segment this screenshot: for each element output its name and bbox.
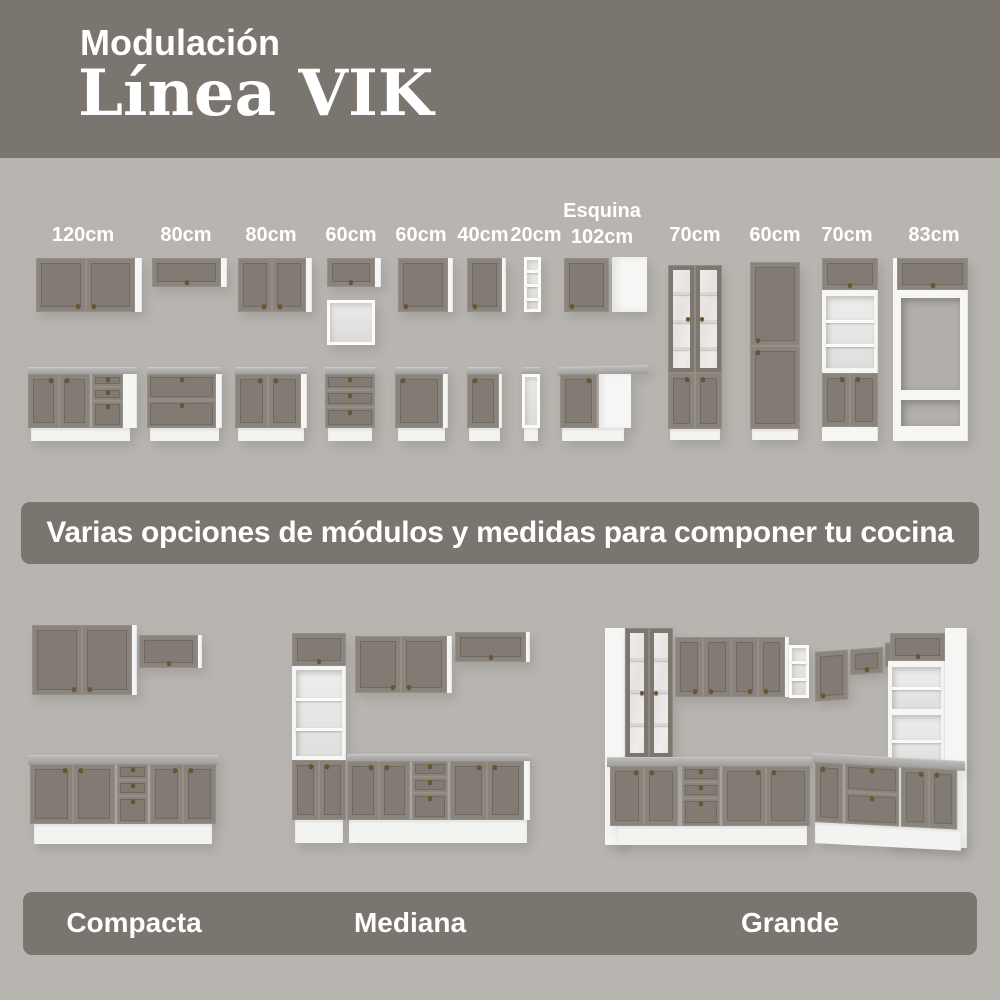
drawer-front [117, 764, 148, 780]
module-label-83cm: 83cm [908, 224, 960, 246]
module-label-20cm: 20cm [510, 224, 562, 246]
kitchen-name-compacta: Compacta [66, 907, 202, 938]
wall-cabinet [675, 637, 731, 697]
glass-door [668, 265, 695, 373]
base-cabinet-60cm [395, 367, 448, 441]
cabinet-door [28, 374, 59, 428]
cabinet-door [722, 766, 766, 826]
glass-door [649, 628, 673, 758]
module-label-60cm-a: 60cm [325, 224, 377, 246]
module-label-80cm-b: 80cm [245, 224, 297, 246]
cabinet-door [675, 637, 703, 697]
plinth [34, 824, 212, 844]
flip-door [890, 633, 945, 661]
base-cabinet-40cm [467, 367, 502, 441]
cabinet-door [487, 761, 524, 820]
cabinet-door [610, 766, 644, 826]
cabinet-side-panel [301, 374, 307, 428]
flip-wall-cabinet [139, 635, 202, 668]
cabinet-door [272, 258, 306, 312]
cabinet-door [758, 637, 785, 697]
wall-cabinet-40cm [467, 258, 506, 312]
cabinet-door [59, 374, 90, 428]
drawer-front [117, 780, 148, 796]
base-run [607, 757, 812, 845]
open-wall-shelf-20cm [524, 257, 541, 312]
plinth [295, 820, 343, 843]
shelf [654, 723, 668, 726]
tall-pantry-cabinet-60cm [750, 262, 800, 440]
base-open-unit-20cm [522, 367, 540, 441]
cabinet-side-panel [198, 635, 202, 668]
cabinet-door [467, 374, 499, 428]
cabinet-door [901, 767, 929, 828]
cabinet-door [319, 760, 346, 820]
drawer-front [92, 387, 123, 401]
plinth [398, 428, 445, 441]
plinth [524, 428, 538, 441]
cabinet-side-panel [526, 632, 530, 662]
cabinet-door [695, 373, 722, 429]
cabinet-door [379, 761, 410, 820]
glass-door [695, 265, 722, 373]
cabinet-door [766, 766, 810, 826]
cabinet-door [750, 262, 800, 346]
open-niche [892, 667, 941, 709]
plinth [150, 428, 219, 441]
kitchen-name-grande: Grande [740, 907, 840, 938]
cabinet-door [150, 764, 183, 824]
flip-door [152, 258, 221, 287]
cabinet-door [82, 625, 132, 695]
plinth [670, 429, 720, 440]
cabinet-door [815, 762, 843, 823]
drawer-front [412, 793, 448, 820]
corner-base-cabinet-102cm [558, 366, 648, 441]
banner [21, 502, 979, 564]
flip-wall-cabinet-60cm [327, 258, 381, 287]
tall-open-tower-83cm [893, 258, 968, 441]
cabinet-door [703, 637, 731, 697]
cabinet-side-panel [221, 258, 227, 287]
drawer-front [92, 374, 123, 387]
cabinet-door [238, 258, 272, 312]
corner-wall-cabinet-102cm [564, 257, 647, 312]
tall-glass-cabinet [625, 628, 673, 758]
wall-cabinet-80cm [238, 258, 312, 312]
flip-door [850, 647, 883, 675]
cabinet-door [395, 374, 443, 428]
cabinet-door [398, 258, 448, 312]
wall-cabinet-60cm [398, 258, 453, 312]
cabinet-door [644, 766, 678, 826]
tall-open-tower [292, 633, 346, 843]
cabinet-door [731, 637, 758, 697]
shelf [673, 347, 690, 350]
base-cabinet-120cm [28, 367, 137, 441]
plinth [349, 820, 527, 843]
cabinet-door [30, 764, 73, 824]
drawer-front [117, 796, 148, 824]
cabinet-side-panel [443, 374, 448, 428]
cabinet-door [668, 373, 695, 429]
base-drawer-cabinet-80cm [147, 367, 222, 441]
wall-cabinet-120cm [36, 258, 142, 312]
base-run [28, 755, 218, 848]
shelf [527, 270, 538, 273]
base-run-right-wing [813, 753, 965, 853]
drawer-front [325, 374, 375, 390]
cabinet-door [929, 768, 957, 829]
plinth [238, 428, 304, 441]
cabinet-door [347, 761, 379, 820]
shelf [892, 687, 941, 690]
module-label-70cm-b: 70cm [821, 224, 873, 246]
shelf [892, 740, 941, 743]
cabinet-door [750, 346, 800, 429]
drawer-front [682, 798, 720, 826]
page-title: Línea VIK [78, 56, 434, 131]
module-label-60cm-c: 60cm [749, 224, 801, 246]
cabinet-door [355, 636, 401, 693]
module-label-esquina-line2: 102cm [570, 226, 634, 248]
open-niche [826, 296, 874, 368]
cabinet-door [560, 374, 597, 428]
shelf [673, 292, 690, 295]
drawer-front [845, 764, 899, 795]
open-niche [296, 670, 342, 756]
plinth [469, 428, 500, 441]
module-label-120cm: 120cm [51, 224, 115, 246]
plinth [752, 429, 798, 440]
banner-text: Varias opciones de módulos y medidas para componer tu cocina [46, 516, 954, 549]
drawer-front [412, 761, 448, 777]
cabinet-side-panel [132, 625, 137, 695]
shelf [630, 723, 644, 726]
glass-door [625, 628, 649, 758]
drawer-front [325, 407, 375, 428]
wall-cabinet [731, 637, 789, 697]
cabinet-door [815, 649, 848, 701]
cabinet-side-panel [499, 374, 502, 428]
drawer-front [682, 766, 720, 782]
wall-cabinet [355, 636, 452, 693]
shelf [792, 661, 806, 664]
base-run [347, 754, 530, 843]
plinth [31, 428, 130, 441]
cabinet-door [235, 374, 268, 428]
flip-door [139, 635, 198, 668]
shelf [630, 658, 644, 661]
drawer-front [845, 792, 899, 827]
drawer-front [682, 782, 720, 798]
module-label-40cm: 40cm [457, 224, 509, 246]
drawer-front [325, 390, 375, 407]
header-kicker: Modulación [80, 22, 280, 63]
drawer-front [147, 374, 216, 400]
tall-glass-cabinet-70cm [668, 262, 722, 440]
shelf [296, 728, 342, 731]
shelf [700, 292, 717, 295]
shelf [792, 678, 806, 681]
flip-door [455, 632, 526, 662]
open-niche [901, 400, 960, 426]
cabinet-door [73, 764, 115, 824]
cabinet-door [36, 258, 86, 312]
shelf [700, 347, 717, 350]
corner-carcass [612, 257, 647, 312]
cabinet-door [450, 761, 487, 820]
tall-open-tower-70cm [822, 258, 878, 441]
cabinet-side-panel [306, 258, 312, 312]
cabinet-door [467, 258, 502, 312]
module-label-esquina-line1: Esquina [563, 200, 641, 222]
open-niche [901, 298, 960, 390]
flip-door [327, 258, 375, 287]
corner-carcass [599, 374, 631, 428]
flip-door [822, 258, 878, 290]
drawer-front [92, 401, 123, 428]
plinth [562, 428, 624, 441]
base-cabinet-80cm [235, 367, 307, 441]
open-wall-shelf [789, 645, 809, 698]
shelf [826, 320, 874, 323]
module-label-60cm-b: 60cm [395, 224, 447, 246]
shelf [296, 698, 342, 701]
open-wall-shelf-60cm [327, 300, 375, 345]
cabinet-door [292, 760, 319, 820]
flip-door [292, 633, 346, 666]
cabinet-side-panel [123, 374, 137, 428]
flip-wall-cabinet [455, 632, 530, 662]
shelf [527, 284, 538, 287]
cabinet-side-panel [502, 258, 506, 312]
kitchen-name-mediana: Mediana [353, 907, 467, 938]
plinth [328, 428, 372, 441]
cabinet-door [268, 374, 301, 428]
plinth [617, 826, 807, 845]
flip-door [897, 258, 968, 290]
cabinet-side-panel [375, 258, 381, 287]
cabinet-side-panel [448, 258, 453, 312]
shelf [700, 320, 717, 323]
drawer-front [412, 777, 448, 793]
cabinet-door [850, 373, 878, 427]
cabinet-door [822, 373, 850, 427]
shelf [673, 320, 690, 323]
open-niche [522, 374, 540, 428]
shelf [654, 690, 668, 693]
cabinet-side-panel [135, 258, 142, 312]
drawer-front [147, 400, 216, 428]
module-label-esquina [563, 198, 641, 250]
cabinet-door [86, 258, 135, 312]
cabinet-side-panel [447, 636, 452, 693]
shelf [630, 690, 644, 693]
cabinet-door [564, 258, 609, 312]
module-label-80cm-a: 80cm [160, 224, 212, 246]
cabinet-door [32, 625, 82, 695]
cabinet-door [183, 764, 216, 824]
header-band [0, 0, 1000, 158]
cabinet-door [401, 636, 447, 693]
shelf [527, 298, 538, 301]
cabinet-side-panel [216, 374, 222, 428]
shelf [826, 344, 874, 347]
wall-cabinet [32, 625, 137, 695]
base-drawer-cabinet-60cm [325, 367, 375, 441]
flip-wall-cabinet-80cm [152, 258, 227, 287]
cabinet-side-panel [524, 761, 530, 820]
module-label-70cm-a: 70cm [669, 224, 721, 246]
shelf [654, 658, 668, 661]
